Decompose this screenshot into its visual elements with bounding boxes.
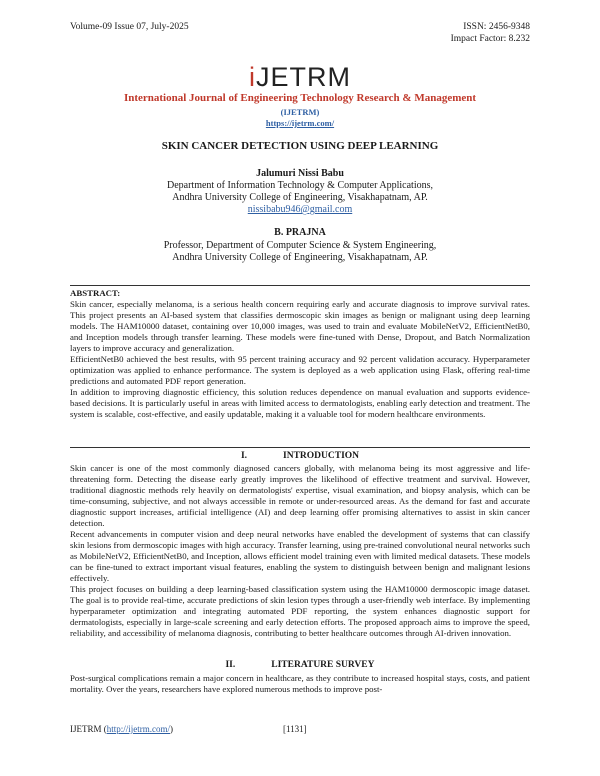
author2-affiliation-line2: Andhra University College of Engineering, Visakhapatnam, AP. (172, 252, 428, 263)
author1-email-link[interactable]: nissibabu946@gmail.com (247, 204, 353, 215)
logo-text: JETRM (256, 62, 351, 92)
section-heading-introduction (0, 451, 600, 462)
journal-url-link[interactable]: https://ijetrm.com/ (265, 118, 335, 128)
journal-name: International Journal of Engineering Technology Research & Management (123, 92, 477, 104)
page-number: [1131] (283, 724, 307, 734)
abstract-paragraph-2: EfficientNetB0 achieved the best results, with 95 percent training accuracy and 92 percent validation accuracy. Hyperparameter optimization was applied to enhance performance. The system is deployed as a web application using Flask, offering real-time predictions and automated PDF report generation. (70, 354, 530, 386)
intro-paragraph-2: Recent advancements in computer vision and deep neural networks have enabled the development of systems that can classify skin lesions from dermoscopic images with high accuracy. Transfer learning, using pre-trained convolutional neural networks such as MobileNetV2, EfficientNetB0, and Inception, allows efficient model training even with limited medical datasets. These models can be fine-tuned to extract important visual features, enabling the system to distinguish between benign and malignant lesions effectively. (70, 529, 530, 583)
intro-paragraph-3: This project focuses on building a deep learning-based classification system using the HAM10000 dermoscopic image dataset. The goal is to provide real-time, accurate predictions of skin lesion types through a user-friendly web interface. By implementing hyperparameter optimization and integrating automated PDF reporting, the system enhances diagnostic support for dermatologists, especially in large-scale screening and early detection efforts. The proposed approach aims to improve the speed, reliability, and accessibility of melanoma diagnosis, contributing to better healthcare outcomes through AI-driven innovation. (70, 584, 530, 638)
divider-top (70, 285, 530, 286)
section-title: LITERATURE SURVEY (271, 660, 375, 670)
footer-journal (70, 724, 173, 735)
divider-bottom (70, 447, 530, 448)
logo-prefix: i (249, 62, 256, 92)
literature-body (70, 673, 530, 695)
volume-issue: Volume-09 Issue 07, July-2025 (70, 22, 189, 32)
journal-logo (0, 62, 600, 92)
section-title: INTRODUCTION (283, 451, 360, 461)
journal-abbr: (IJETRM) (280, 107, 320, 117)
abstract-paragraph-3: In addition to improving diagnostic efficiency, this solution reduces dependence on manual evaluation and supports evidence-based decisions. It is particularly useful in areas with limited access to dermatologists, enabling early detection and treatment. The system is scalable, cost-effective, and easily updatable, making it a valuable tool for modern healthcare environments. (70, 387, 530, 419)
lit-paragraph-1: Post-surgical complications remain a major concern in healthcare, as they contribute to increased hospital stays, costs, and patient mortality. Over the years, researchers have explored numerous methods to improve post- (70, 673, 530, 694)
author1-affiliation-line1: Department of Information Technology & Computer Applications, (166, 180, 433, 191)
footer-journal-label: IJETRM ( (70, 724, 107, 734)
section-number: I. (240, 451, 248, 461)
footer-close-paren: ) (170, 724, 173, 734)
abstract-heading: ABSTRACT: (70, 288, 121, 298)
intro-paragraph-1: Skin cancer is one of the most commonly diagnosed cancers globally, with melanoma being its most aggressive and life-threatening form. Detecting the disease early greatly improves the likelihood of effective treatment and survival. However, traditional diagnostic methods rely heavily on dermatologists' expertise, visual examination, and biopsy analysis, which can be time-consuming, subjective, and not always accessible in remote or under-resourced areas. As the demand for fast and accurate diagnostic support increases, artificial intelligence (AI) and deep learning offer promising alternatives to assist in skin cancer detection. (70, 463, 530, 528)
introduction-body (70, 463, 530, 639)
paper-title: SKIN CANCER DETECTION USING DEEP LEARNING (161, 140, 439, 152)
author1-affiliation-line2: Andhra University College of Engineering, Visakhapatnam, AP. (172, 192, 428, 203)
author1-name: Jalumuri Nissi Babu (256, 168, 344, 179)
section-number: II. (225, 660, 236, 670)
section-heading-literature-survey (0, 660, 600, 671)
author2-affiliation-line1: Professor, Department of Computer Science & System Engineering, (163, 240, 437, 251)
footer-url-link[interactable]: http://ijetrm.com/ (106, 724, 170, 734)
abstract-section (70, 288, 530, 420)
abstract-paragraph-1: Skin cancer, especially melanoma, is a serious health concern requiring early and accurate diagnosis to improve survival rates. This project presents an AI-based system that classifies dermoscopic skin images as benign or malignant using deep learning models. The HAM10000 dataset, containing over 10,000 images, was used to train and evaluate MobileNetV2, EfficientNetB0, and Inception models through transfer learning. These models were fine-tuned with Dense, Dropout, and Batch Normalization layers to improve accuracy and generalization. (70, 299, 530, 353)
impact-factor: Impact Factor: 8.232 (450, 34, 530, 44)
issn: ISSN: 2456-9348 (463, 22, 530, 32)
author1-email[interactable] (0, 204, 600, 216)
author2-name: B. PRAJNA (274, 227, 326, 238)
